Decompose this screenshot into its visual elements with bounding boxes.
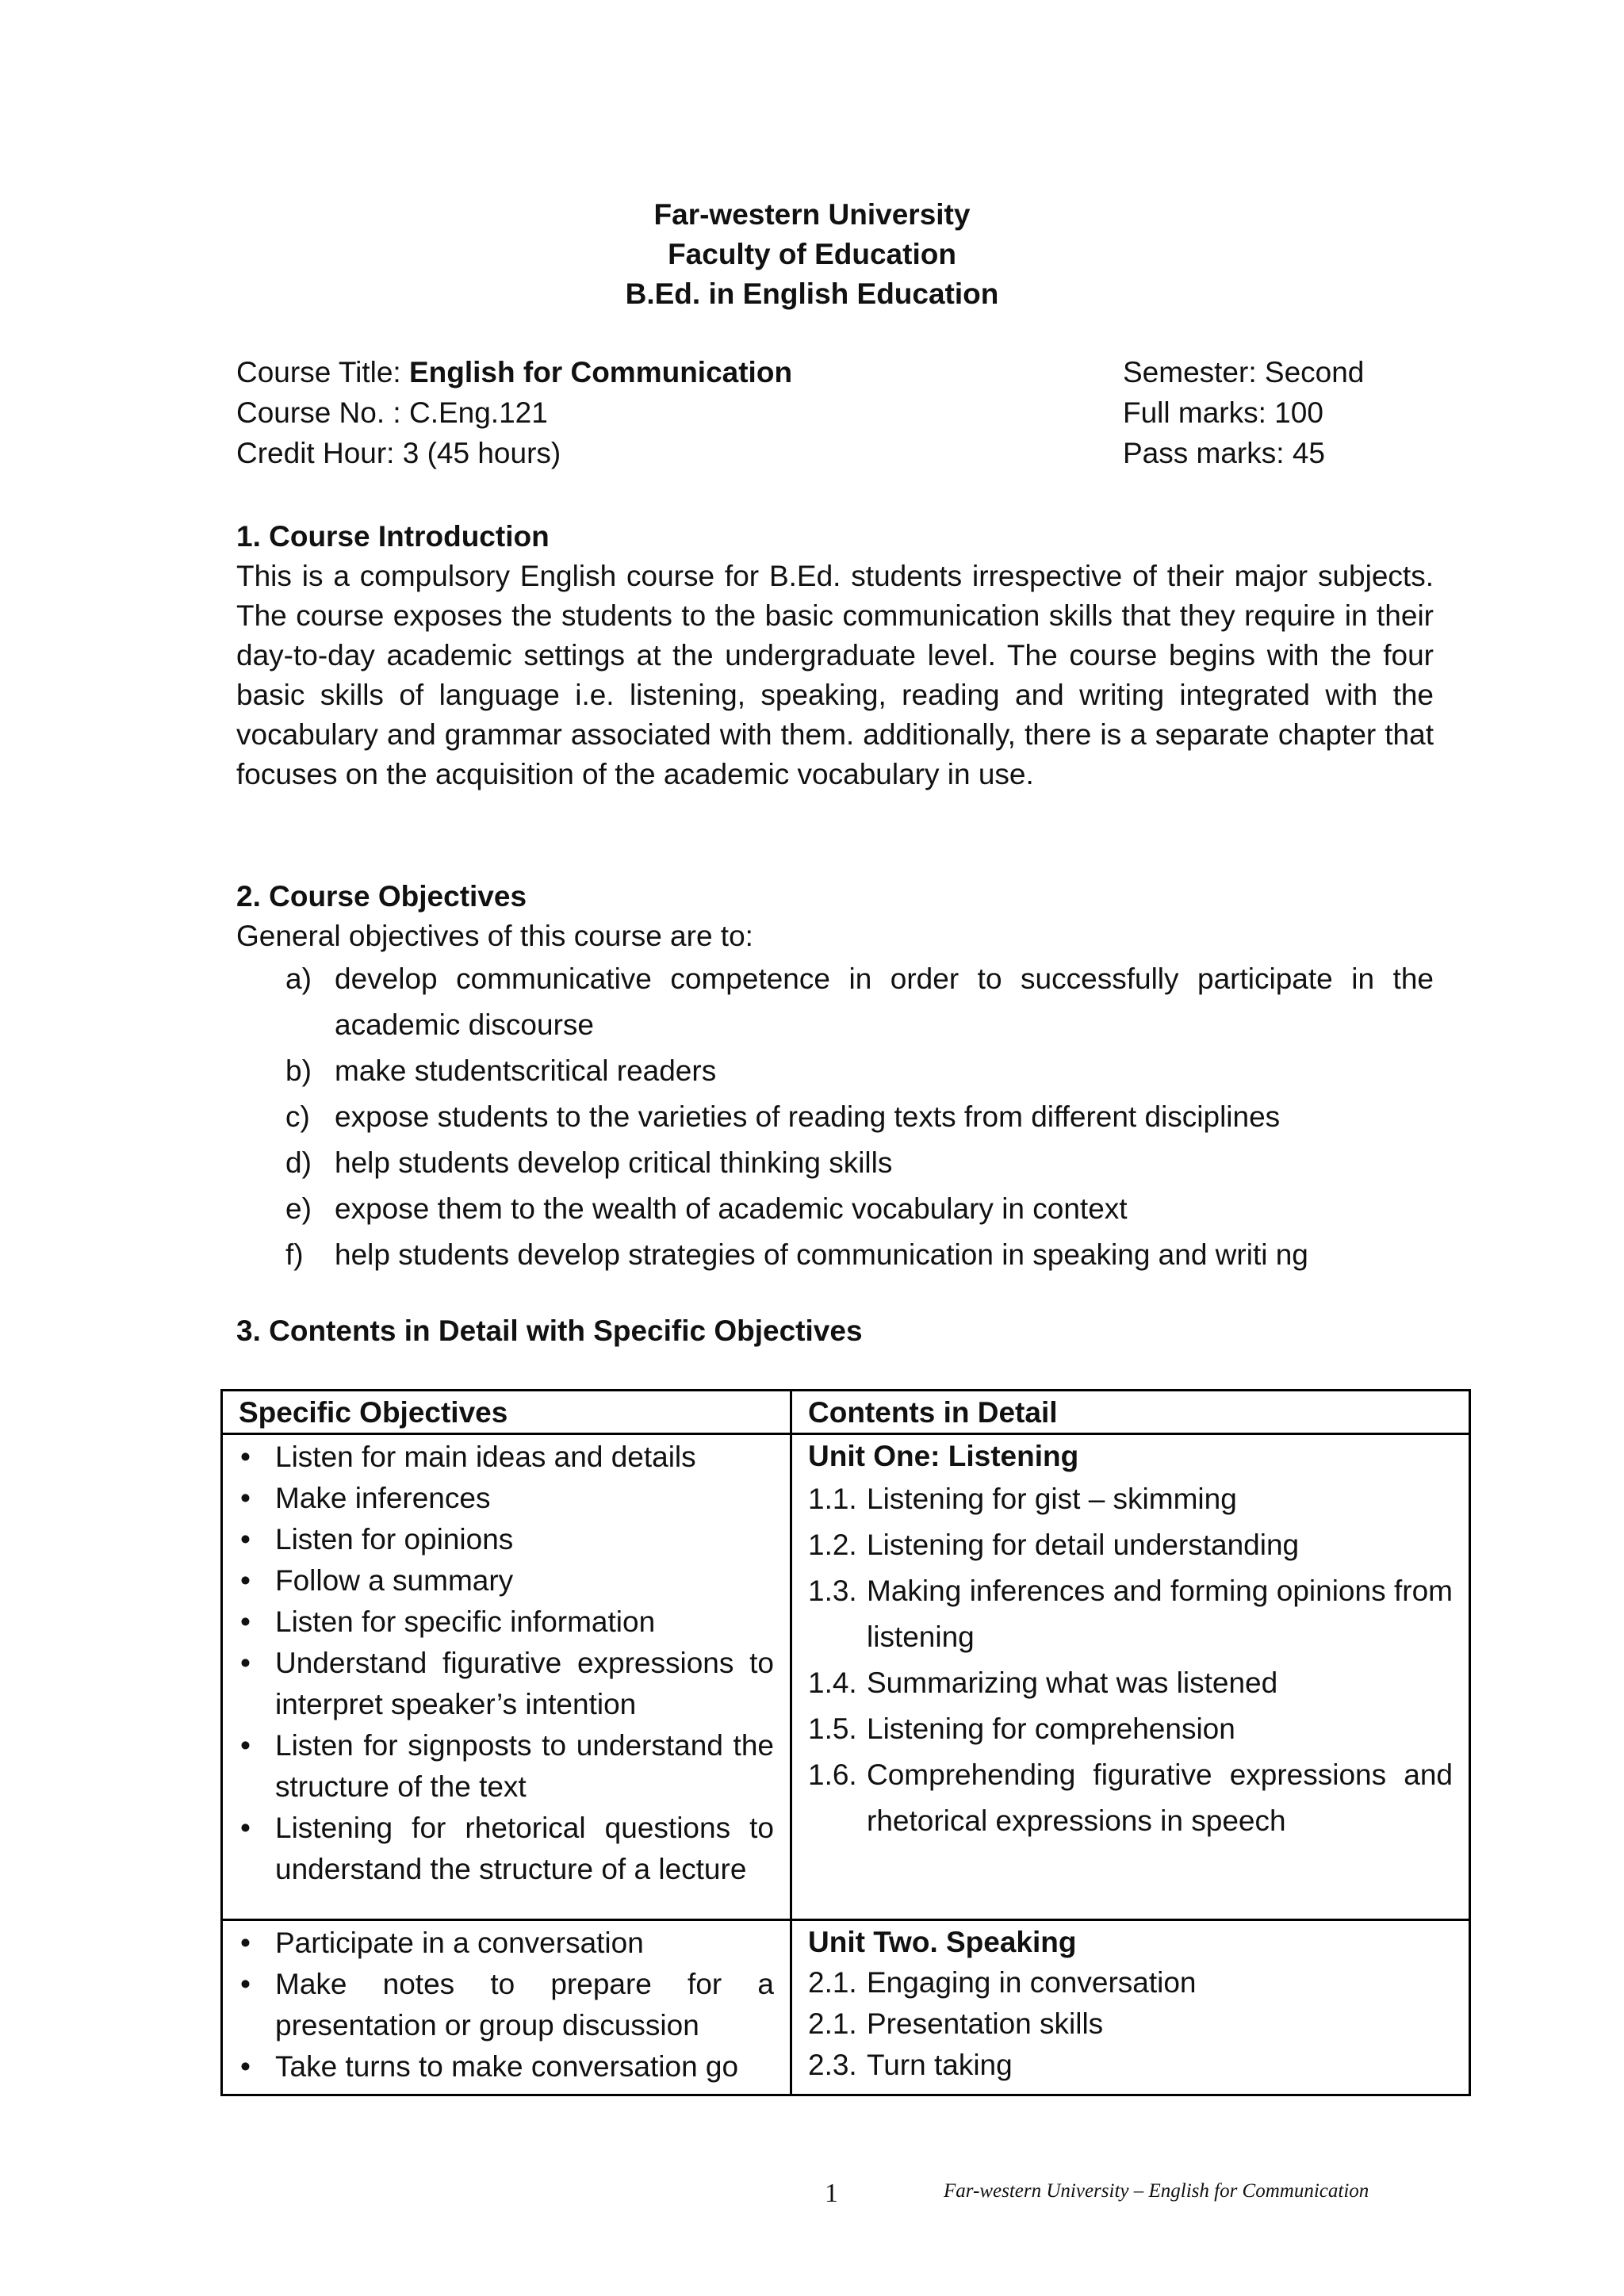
contents-section <box>236 1311 1434 1351</box>
objectives-cell <box>222 1920 791 2095</box>
table-header-row <box>222 1391 1470 1434</box>
table-row <box>222 1434 1470 1920</box>
course-title-value: English for Communication <box>408 356 793 388</box>
course-title: Course Title: English for Communication <box>236 356 793 388</box>
list-item: 1.3. Making inferences and forming opinions from listening <box>808 1575 1453 1653</box>
list-item: • Listen for specific information <box>239 1601 774 1643</box>
column-header-objectives: Specific Objectives <box>222 1391 791 1434</box>
introduction-heading: 1. Course Introduction <box>236 520 550 553</box>
list-item: • Listen for opinions <box>239 1519 774 1560</box>
unit-items <box>808 1476 1453 1844</box>
list-item: • Make notes to prepare for a presentation or group discussion <box>239 1964 774 2046</box>
unit-title: Unit One: Listening <box>808 1440 1079 1472</box>
list-item: 1.2. Listening for detail understanding <box>808 1529 1300 1561</box>
objectives-cell <box>222 1434 791 1920</box>
objective-item: e) expose them to the wealth of academic vocabulary in context <box>285 1192 1128 1225</box>
list-item: • Participate in a conversation <box>239 1923 774 1964</box>
course-info-right <box>1123 352 1364 473</box>
faculty-name: Faculty of Education <box>668 238 956 270</box>
full-marks: Full marks: 100 <box>1123 396 1323 429</box>
list-item: • Take turns to make conversation go <box>239 2046 774 2087</box>
list-item: • Understand figurative expressions to interpret speaker’s intention <box>239 1643 774 1725</box>
list-item: 2.3. Turn taking <box>808 2049 1013 2081</box>
contents-cell <box>791 1434 1470 1920</box>
list-item: 1.5. Listening for comprehension <box>808 1712 1235 1745</box>
list-item: • Listen for signposts to understand the structure of the text <box>239 1725 774 1808</box>
objective-item: f) help students develop strategies of communication in speaking and writi ng <box>285 1238 1308 1271</box>
page-number: 1 <box>825 2179 838 2208</box>
course-info-left <box>236 352 792 473</box>
university-name: Far-western University <box>653 198 971 231</box>
column-header-contents: Contents in Detail <box>791 1391 1470 1434</box>
unit-title: Unit Two. Speaking <box>808 1926 1077 1958</box>
objective-item: a) develop communicative competence in order to successfully participate in the academic discourse <box>285 962 1434 1041</box>
pass-marks: Pass marks: 45 <box>1123 437 1325 469</box>
document-header <box>0 195 1624 314</box>
credit-hour: Credit Hour: 3 (45 hours) <box>236 437 561 469</box>
objective-item: c) expose students to the varieties of reading texts from different disciplines <box>285 1100 1281 1133</box>
table-row <box>222 1920 1470 2095</box>
program-name: B.Ed. in English Education <box>625 277 999 310</box>
list-item: 2.1. Engaging in conversation <box>808 1966 1197 1999</box>
list-item: • Listen for main ideas and details <box>239 1437 774 1478</box>
list-item: • Listening for rhetorical questions to understand the structure of a lecture <box>239 1808 774 1890</box>
course-introduction <box>236 517 1434 794</box>
list-item: 2.1. Presentation skills <box>808 2007 1104 2040</box>
list-item: • Make inferences <box>239 1478 774 1519</box>
bullet-list <box>239 1923 774 2087</box>
course-number: Course No. : C.Eng.121 <box>236 396 548 429</box>
list-item: 1.6. Comprehending figurative expressions and rhetorical expressions in speech <box>808 1758 1453 1837</box>
semester: Semester: Second <box>1123 356 1365 388</box>
objective-item: d) help students develop critical thinking skills <box>285 1146 893 1179</box>
objective-item: b) make studentscritical readers <box>285 1054 717 1087</box>
objectives-intro: General objectives of this course are to: <box>236 920 753 952</box>
introduction-text: This is a compulsory English course for B.Ed. students irrespective of their major subjects. The course exposes the students to the basic communication skills that they require in their day-to-day academic settings at the undergraduate level. The course begins with the four basic skills of language i.e. listening, speaking, reading and writing integrated with the vocabulary and grammar associated with them. additionally, there is a separate chapter that focuses on the acquisition of the academic vocabulary in use. <box>236 560 1434 790</box>
course-objectives <box>236 877 1434 1278</box>
contents-heading: 3. Contents in Detail with Specific Objectives <box>236 1314 863 1347</box>
running-footer: Far-western University – English for Communication <box>944 2180 1369 2202</box>
list-item: 1.4. Summarizing what was listened <box>808 1667 1278 1699</box>
objectives-heading: 2. Course Objectives <box>236 880 527 913</box>
objectives-list <box>236 956 1434 1278</box>
list-item: 1.1. Listening for gist – skimming <box>808 1483 1237 1515</box>
contents-cell <box>791 1920 1470 2095</box>
list-item: • Follow a summary <box>239 1560 774 1601</box>
bullet-list <box>239 1437 774 1890</box>
unit-items <box>808 1962 1453 2086</box>
contents-table <box>220 1389 1471 2096</box>
